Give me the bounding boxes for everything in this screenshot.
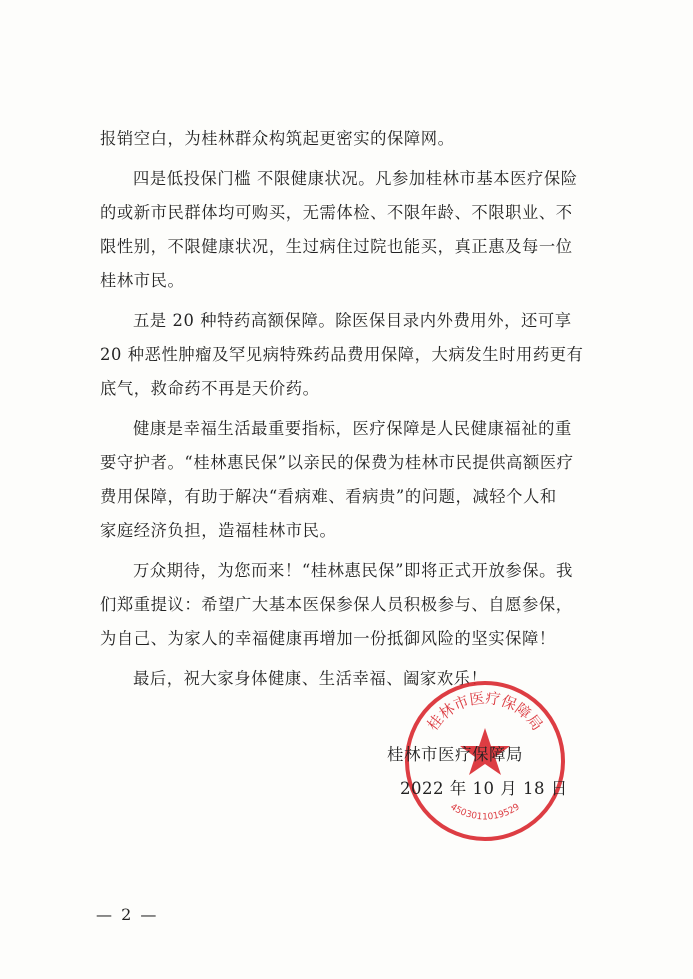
text-line: 最后，祝大家身体健康、生活幸福、阖家欢乐！ bbox=[133, 669, 488, 688]
paragraph bbox=[100, 412, 628, 548]
paragraph bbox=[100, 162, 628, 298]
text-line: 家庭经济负担，造福桂林市民。 bbox=[100, 521, 337, 540]
paragraph bbox=[100, 304, 628, 406]
signature-date: 2022 年 10 月 18 日 bbox=[400, 779, 568, 798]
text-line: 的或新市民群体均可购买，无需体检、不限年龄、不限职业、不 bbox=[100, 203, 573, 222]
signature-block bbox=[383, 738, 603, 806]
text-line: 费用保障，有助于解决“看病难、看病贵”的问题，减轻个人和 bbox=[100, 487, 557, 506]
text-line: 们郑重提议：希望广大基本医保参保人员积极参与、自愿参保， bbox=[100, 595, 573, 614]
document-body bbox=[100, 122, 628, 702]
text-line: 要守护者。“桂林惠民保”以亲民的保费为桂林市民提供高额医疗 bbox=[100, 453, 574, 472]
text-line: 为自己、为家人的幸福健康再增加一份抵御风险的坚实保障！ bbox=[100, 629, 556, 648]
text-line: 底气，救命药不再是天价药。 bbox=[100, 379, 320, 398]
paragraph bbox=[100, 122, 628, 156]
page-number: — 2 — bbox=[96, 905, 159, 924]
text-line: 桂林市民。 bbox=[100, 271, 185, 290]
seal-ring-text: 桂林市医疗保障局 bbox=[423, 688, 547, 734]
signature-organization: 桂林市医疗保障局 bbox=[387, 745, 523, 764]
paragraph bbox=[100, 554, 628, 656]
text-line: 四是低投保门槛 不限健康状况。凡参加桂林市基本医疗保险 bbox=[133, 169, 578, 188]
text-line: 限性别，不限健康状况，生过病住过院也能买，真正惠及每一位 bbox=[100, 237, 573, 256]
text-line: 五是 20 种特药高额保障。除医保目录内外费用外，还可享 bbox=[133, 311, 572, 330]
text-line: 万众期待，为您而来！“桂林惠民保”即将正式开放参保。我 bbox=[133, 561, 573, 580]
text-line: 健康是幸福生活最重要指标，医疗保障是人民健康福祉的重 bbox=[133, 419, 572, 438]
text-line: 报销空白，为桂林群众构筑起更密实的保障网。 bbox=[100, 129, 455, 148]
seal-code-text: 4503011019529 bbox=[448, 802, 522, 823]
text-line: 20 种恶性肿瘤及罕见病特殊药品费用保障，大病发生时用药更有 bbox=[100, 345, 584, 364]
